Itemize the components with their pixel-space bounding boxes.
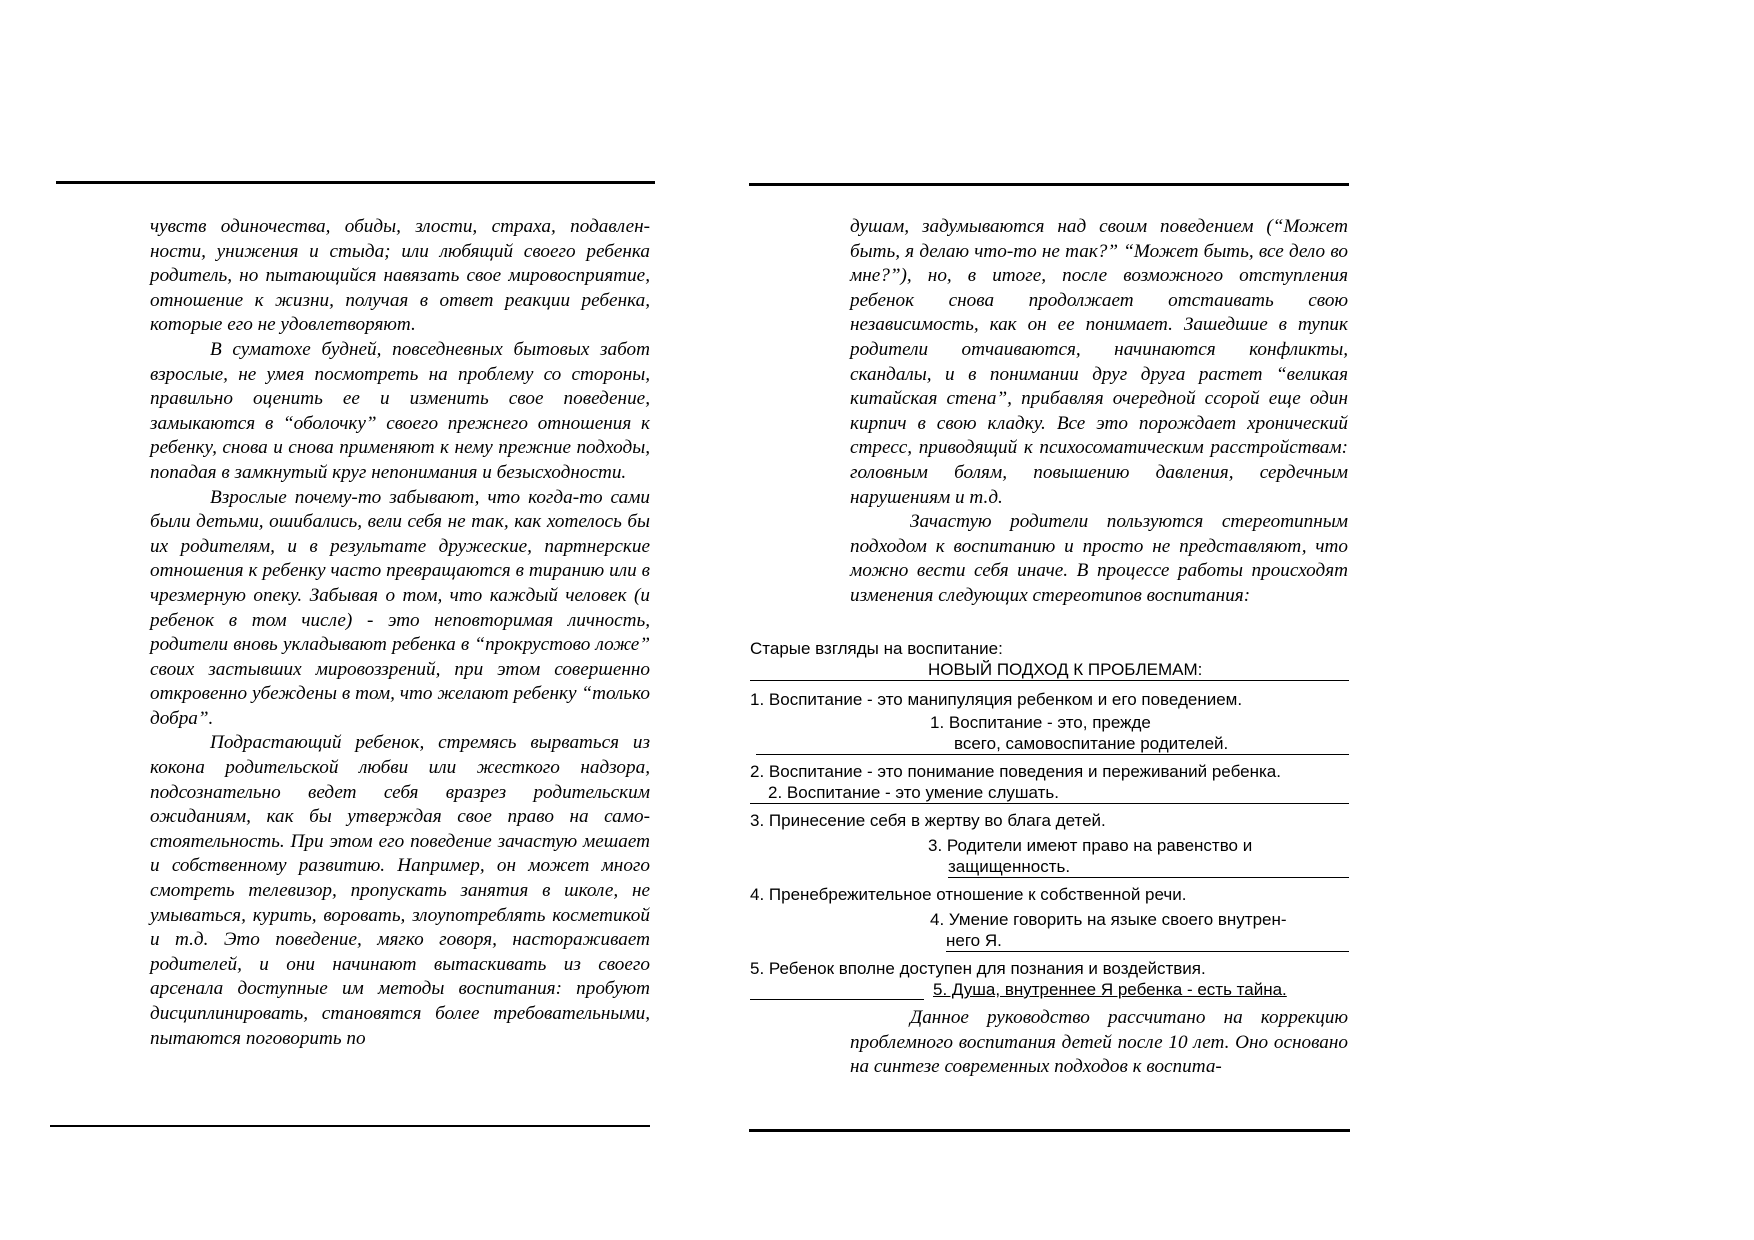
- old-view-4: 4. Пренебрежительное отношение к собственной речи.: [750, 885, 1187, 904]
- comparison-row-4: [750, 884, 1349, 952]
- new-view-4-line-2: него Я.: [946, 930, 1349, 952]
- right-paragraph-3: Данное руководство рассчитано на коррекцию проблемного воспитания детей после 10 лет. Оно основано на синтезе современных подходов к воспита-: [850, 1007, 1348, 1078]
- blank-line: [750, 660, 924, 681]
- old-view-1: 1. Воспитание - это манипуляция ребенком и его поведением.: [750, 690, 1243, 709]
- comparison-row-2: [750, 761, 1349, 804]
- new-view-4-line-1: 4. Умение говорить на языке своего внутрен-: [930, 910, 1287, 929]
- new-view-3-line-1: 3. Родители имеют право на равенство и: [928, 836, 1253, 855]
- new-approach-heading: НОВЫЙ ПОДХОД К ПРОБЛЕМАМ:: [924, 659, 1349, 681]
- blank-line: [750, 979, 924, 1000]
- new-view-5-line-1: 5. Душа, внутреннее Я ребенка - есть тайна.: [933, 980, 1287, 999]
- left-paragraph-3: Взрослые почему-то забывают, что когда-то сами были детьми, ошибались, вели себя не так, как хотелось бы их родителям, и в результате дружеские, партнерские отношения к ребенку часто превращаются в тиранию или в чрезмерную опеку. Забывая о том, что каждый человек (и ребенок в том числе) - это неповторимая личность, родители вновь укладывают ребенка в “прокрустово ложе” своих застывших мировоззрений, при этом совершенно откровенно убеждены в том, что желают ребенку “только добра”.: [150, 486, 650, 729]
- bottom-rule-left: [50, 1125, 650, 1127]
- top-rule-left: [56, 181, 655, 184]
- new-view-1-line-1: 1. Воспитание - это, прежде: [930, 713, 1151, 732]
- old-view-3: 3. Принесение себя в жертву во блага детей.: [750, 811, 1106, 830]
- right-paragraph-2: Зачастую родители пользуются стереотипным подходом к воспитанию и просто не представляют, что можно вести себя иначе. В процессе работы происходят изменения следующих стереотипов воспитания:: [850, 511, 1348, 606]
- left-paragraph-2: В суматохе будней, повседневных бытовых забот взрослые, не умея посмотреть на проблему со стороны, правильно оценить ее и изменить свое поведение, замыкаются в “оболочку” своего прежнего отношения к ребенку, снова и снова применяют к нему прежние подходы, попадая в замкнутый круг непонимания и безысходности.: [150, 338, 650, 483]
- right-page-text-bottom: [850, 1006, 1348, 1080]
- old-view-2: 2. Воспитание - это понимание поведения и переживаний ребенка.: [750, 762, 1281, 781]
- top-rule-right: [749, 183, 1349, 186]
- new-view-1-line-2: всего, самовоспитание родителей.: [756, 733, 1349, 755]
- comparison-row-3: [750, 810, 1349, 878]
- new-approach-heading-row: [750, 659, 1349, 681]
- comparison-row-1: [750, 689, 1349, 755]
- new-view-3-line-2: защищенность.: [948, 856, 1349, 878]
- right-paragraph-1: душам, задумываются над своим поведением (“Может быть, я делаю что-то не так?” “Может быть, все дело во мне?”), но, в итоге, после возможного отступления ребенок снова продолжает отстаивать свою независимость, как он ее понимает. Зашедшие в тупик родители отчаиваются, начинаются конфликты, скандалы, и в понимании друг друга растет “великая китайская стена”, прибавляя очередной ссорой еще один кирпич в свою кладку. Все это порождает хронический стресс, приводящий к психосоматическим расстройствам: головным болям, повышению давления, сердечным нарушениям и т.д.: [850, 216, 1348, 508]
- old-views-heading: Старые взгляды на воспитание:: [750, 639, 1003, 658]
- right-page-text: [850, 215, 1348, 609]
- left-paragraph-4: Подрастающий ребенок, стремясь вырваться из кокона родительской любви или жесткого надзора, подсознательно ведет себя вразрез родительским ожиданиям, как бы утверждая свое право на самостоятельность. При этом его поведение зачастую мешает и собственному развитию. Например, он может много смотреть телевизор, пропускать занятия в школе, не умываться, курить, воровать, злоупотреблять косметикой и т.д. Это поведение, мягко говоря, настораживает родителей, и они начинают вытаскивать из своего арсенала доступные им методы воспитания: пробуют дисциплинировать, становятся более требовательными, пытаются поговорить по: [150, 732, 650, 1049]
- new-view-1-row: [750, 733, 1349, 755]
- stereotype-comparison: [750, 638, 1349, 1004]
- bottom-rule-right: [749, 1129, 1350, 1132]
- comparison-row-5: [750, 958, 1349, 1000]
- left-paragraph-1: чувств одиночества, обиды, злости, страха, подавленности, унижения и стыда; или любящий своего ребенка родитель, но пытающийся навязать свое мировосприятие, отношение к жизни, получая в ответ реакции ребенка, которые его не удовлетворяют.: [150, 216, 650, 336]
- new-view-2-line-1: 2. Воспитание - это умение слушать.: [750, 782, 1349, 804]
- left-page-text: [150, 215, 650, 1051]
- old-view-5: 5. Ребенок вполне доступен для познания и воздействия.: [750, 959, 1206, 978]
